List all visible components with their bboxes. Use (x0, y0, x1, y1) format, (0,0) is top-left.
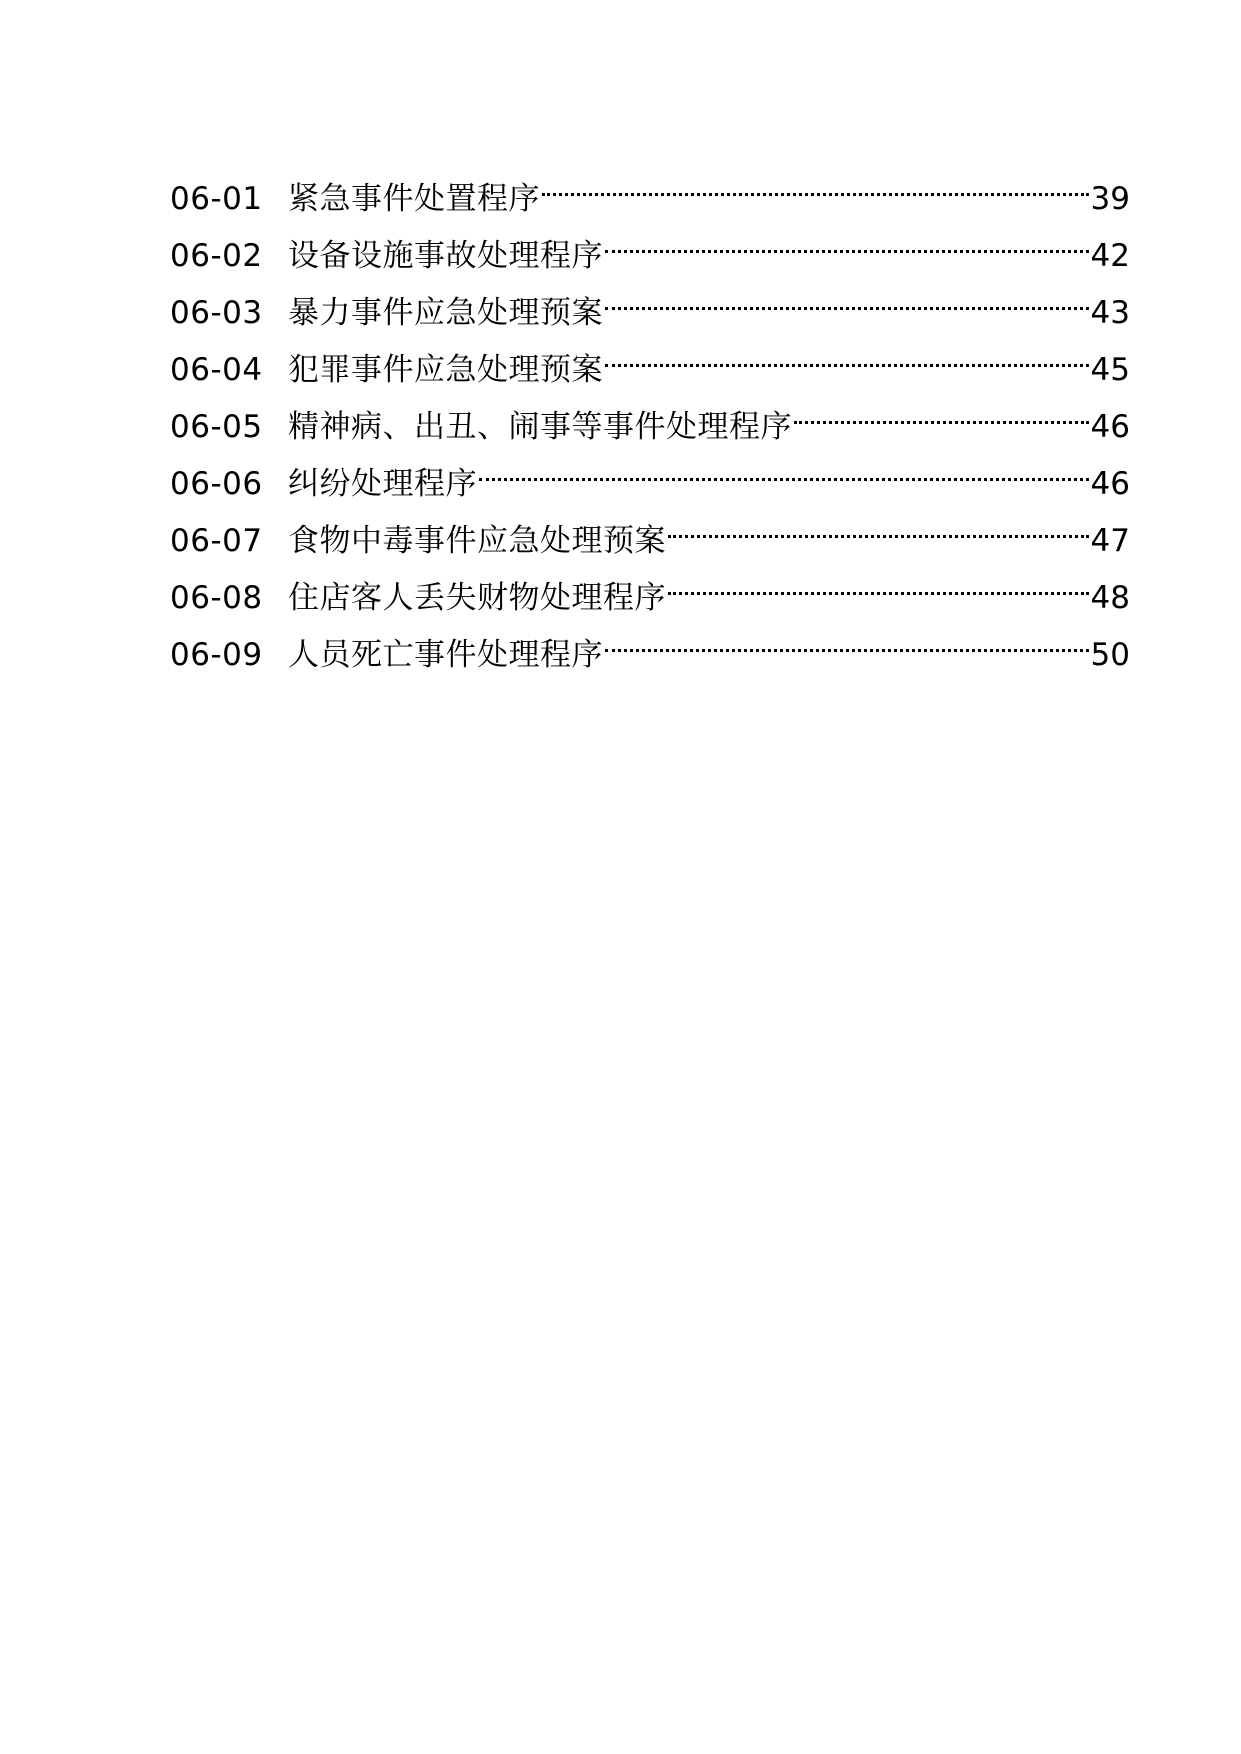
toc-dot-leader (605, 209, 1089, 266)
toc-dot-leader (605, 608, 1089, 665)
toc-entry-title: 精神病、出丑、闹事等事件处理程序 (288, 409, 792, 445)
toc-entry-title: 紧急事件处置程序 (288, 181, 540, 217)
toc-entry-title: 纠纷处理程序 (288, 466, 477, 502)
toc-entry-page: 46 (1090, 409, 1130, 445)
toc-entry[interactable] (170, 152, 1130, 217)
toc-dot-leader (668, 494, 1089, 551)
toc-dot-leader (605, 266, 1089, 323)
toc-entry-page: 39 (1090, 181, 1130, 217)
toc-entry-code: 06-08 (170, 580, 263, 616)
toc-entry-page: 45 (1090, 352, 1130, 388)
toc-entry-code: 06-01 (170, 181, 263, 217)
toc-entry-page: 42 (1090, 238, 1130, 274)
toc-entry-page: 46 (1090, 466, 1130, 502)
toc-entry-title: 设备设施事故处理程序 (288, 238, 603, 274)
toc-entry-page: 43 (1090, 295, 1130, 331)
toc-dot-leader (479, 437, 1089, 494)
toc-entry-title: 犯罪事件应急处理预案 (288, 352, 603, 388)
toc-entry-code: 06-05 (170, 409, 263, 445)
toc-entry-title: 食物中毒事件应急处理预案 (288, 523, 666, 559)
toc-dot-leader (542, 152, 1089, 209)
toc-dot-leader (668, 551, 1089, 608)
toc-dot-leader (794, 380, 1089, 437)
toc-entry-code: 06-09 (170, 637, 263, 673)
toc-dot-leader (605, 323, 1089, 380)
toc-entry-code: 06-07 (170, 523, 263, 559)
toc-entry-title: 暴力事件应急处理预案 (288, 295, 603, 331)
table-of-contents (170, 152, 1130, 673)
toc-entry-code: 06-04 (170, 352, 263, 388)
toc-entry-title: 住店客人丢失财物处理程序 (288, 580, 666, 616)
toc-entry-code: 06-06 (170, 466, 263, 502)
toc-entry-page: 47 (1090, 523, 1130, 559)
toc-entry-page: 50 (1090, 637, 1130, 673)
toc-entry-title: 人员死亡事件处理程序 (288, 637, 603, 673)
toc-entry-code: 06-02 (170, 238, 263, 274)
toc-entry-page: 48 (1090, 580, 1130, 616)
toc-entry-code: 06-03 (170, 295, 263, 331)
